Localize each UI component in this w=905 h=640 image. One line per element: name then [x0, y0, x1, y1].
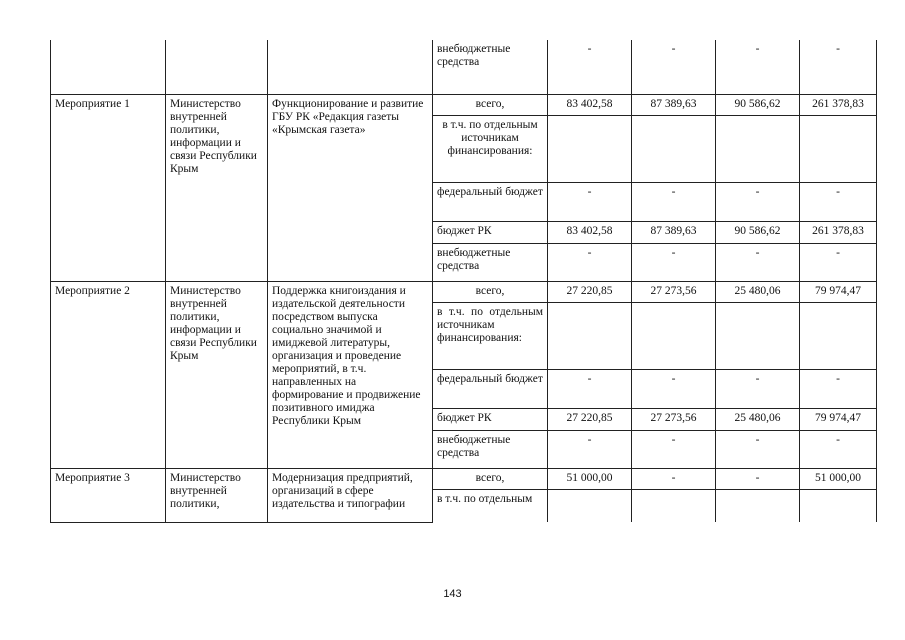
description-cell — [268, 40, 433, 94]
funding-source: всего, — [433, 281, 548, 302]
value-cell: - — [632, 243, 716, 281]
funding-source: в т.ч. по отдельным источникам финансирования: — [433, 302, 548, 369]
funding-source: всего, — [433, 94, 548, 115]
event-executor: Министерство внутренней политики, информации и связи Республики Крым — [166, 94, 268, 281]
value-cell: - — [548, 243, 632, 281]
funding-source: внебюджетные средства — [433, 40, 548, 94]
value-cell: 51 000,00 — [800, 468, 877, 489]
value-cell: - — [716, 369, 800, 408]
value-cell: 51 000,00 — [548, 468, 632, 489]
value-cell: - — [716, 468, 800, 489]
value-cell: 79 974,47 — [800, 408, 877, 430]
funding-source: в т.ч. по отдельным — [433, 489, 548, 522]
funding-source: внебюджетные средства — [433, 430, 548, 468]
value-cell: - — [716, 40, 800, 94]
value-cell: - — [632, 182, 716, 221]
value-cell: 27 273,56 — [632, 281, 716, 302]
table-row — [51, 94, 877, 115]
page-number: 143 — [443, 588, 462, 600]
value-cell: 83 402,58 — [548, 221, 632, 243]
event-name-cell — [51, 40, 166, 94]
value-cell: 83 402,58 — [548, 94, 632, 115]
value-cell: - — [632, 40, 716, 94]
value-cell — [716, 489, 800, 522]
value-cell — [548, 302, 632, 369]
executor-cell — [166, 40, 268, 94]
value-cell: - — [800, 182, 877, 221]
event-description: Поддержка книгоиздания и издательской деятельности посредством выпуска социально значимой и имиджевой литературы, организация и проведение мероприятий, в т.ч. направленных на формирование и продвижение позитивного имиджа Республики Крым — [268, 281, 433, 468]
value-cell: 87 389,63 — [632, 94, 716, 115]
value-cell — [716, 115, 800, 182]
value-cell: 25 480,06 — [716, 408, 800, 430]
funding-source: бюджет РК — [433, 221, 548, 243]
table-row — [51, 40, 877, 94]
value-cell: 90 586,62 — [716, 94, 800, 115]
value-cell: - — [800, 369, 877, 408]
value-cell: - — [548, 430, 632, 468]
value-cell: 27 220,85 — [548, 408, 632, 430]
value-cell: - — [716, 430, 800, 468]
event-name: Мероприятие 3 — [51, 468, 166, 522]
value-cell: 87 389,63 — [632, 221, 716, 243]
funding-source: бюджет РК — [433, 408, 548, 430]
value-cell: - — [716, 243, 800, 281]
value-cell: - — [548, 182, 632, 221]
event-name: Мероприятие 1 — [51, 94, 166, 281]
value-cell: 261 378,83 — [800, 94, 877, 115]
value-cell — [632, 489, 716, 522]
event-name: Мероприятие 2 — [51, 281, 166, 468]
table-row — [51, 468, 877, 489]
funding-table — [50, 40, 877, 523]
value-cell: 25 480,06 — [716, 281, 800, 302]
value-cell: 27 220,85 — [548, 281, 632, 302]
value-cell: - — [632, 430, 716, 468]
value-cell: 27 273,56 — [632, 408, 716, 430]
value-cell: - — [800, 430, 877, 468]
event-description: Модернизация предприятий, организаций в сфере издательства и типографии — [268, 468, 433, 522]
value-cell: 90 586,62 — [716, 221, 800, 243]
funding-source: в т.ч. по отдельным источникам финансирования: — [433, 115, 548, 182]
value-cell: - — [716, 182, 800, 221]
funding-source: федеральный бюджет — [433, 369, 548, 408]
value-cell: - — [548, 40, 632, 94]
value-cell — [632, 115, 716, 182]
value-cell: - — [548, 369, 632, 408]
value-cell — [548, 115, 632, 182]
event-executor: Министерство внутренней политики, информации и связи Республики Крым — [166, 281, 268, 468]
value-cell: - — [632, 369, 716, 408]
value-cell — [800, 489, 877, 522]
value-cell — [548, 489, 632, 522]
value-cell — [716, 302, 800, 369]
value-cell — [632, 302, 716, 369]
value-cell: 261 378,83 — [800, 221, 877, 243]
value-cell: 79 974,47 — [800, 281, 877, 302]
value-cell: - — [632, 468, 716, 489]
funding-source: всего, — [433, 468, 548, 489]
funding-source: федеральный бюджет — [433, 182, 548, 221]
event-description: Функционирование и развитие ГБУ РК «Редакция газеты «Крымская газета» — [268, 94, 433, 281]
funding-source: внебюджетные средства — [433, 243, 548, 281]
table-row — [51, 281, 877, 302]
value-cell — [800, 115, 877, 182]
event-executor: Министерство внутренней политики, — [166, 468, 268, 522]
value-cell: - — [800, 40, 877, 94]
value-cell — [800, 302, 877, 369]
value-cell: - — [800, 243, 877, 281]
